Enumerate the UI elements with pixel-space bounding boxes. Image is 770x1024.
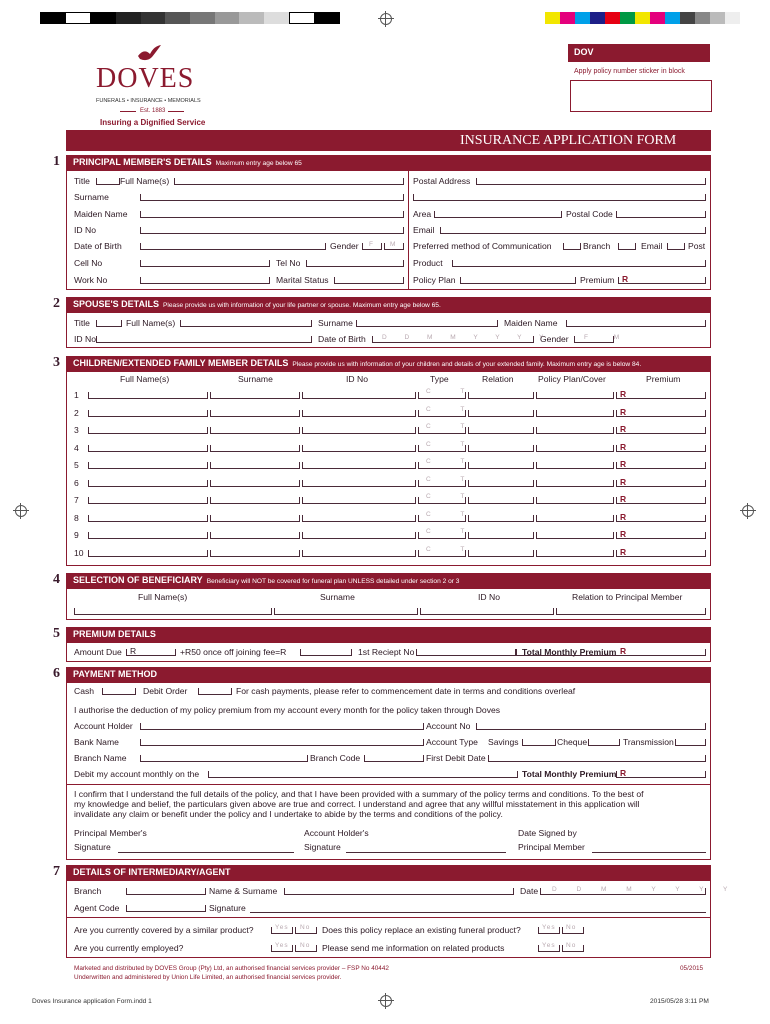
maiden-name-field[interactable]: [140, 211, 404, 218]
agent-code-field[interactable]: [126, 905, 206, 912]
dob-label: Date of Birth: [74, 241, 122, 251]
children-row-field[interactable]: [88, 532, 208, 539]
agent-signature-label: Signature: [209, 903, 246, 913]
children-row-field[interactable]: [88, 445, 208, 452]
children-row-field[interactable]: [536, 497, 614, 504]
children-row-field[interactable]: [88, 462, 208, 469]
cash-box[interactable]: [102, 688, 136, 695]
dov-label: DOV: [574, 47, 594, 57]
beneficiary-col-surname: Surname: [320, 592, 355, 602]
children-row-field[interactable]: [88, 427, 208, 434]
children-row-field[interactable]: [536, 480, 614, 487]
spouse-gender-label: Gender: [540, 334, 569, 344]
children-row-field[interactable]: [616, 445, 706, 452]
email-label: Email: [413, 225, 435, 235]
section-1-note: Maximum entry age below 65: [215, 160, 302, 167]
title-field[interactable]: [96, 178, 120, 185]
agent-date-label: Date: [520, 886, 539, 896]
beneficiary-col-names: Full Name(s): [138, 592, 188, 602]
spouse-title-label: Title: [74, 318, 90, 328]
children-row-field[interactable]: [210, 497, 300, 504]
pref-email-label: Email: [641, 241, 663, 251]
section-4-number: 4: [53, 572, 60, 587]
debit-total-field[interactable]: [616, 771, 706, 778]
registration-mark-bottom: [380, 995, 392, 1007]
q1-yes-hint: Yes: [275, 924, 289, 931]
spouse-maiden-label: Maiden Name: [504, 318, 558, 328]
beneficiary-col-id: ID No: [478, 592, 500, 602]
beneficiary-surname-field[interactable]: [274, 608, 418, 615]
policy-plan-label: Policy Plan: [413, 275, 456, 285]
product-field[interactable]: [452, 260, 706, 267]
principal-signature-line[interactable]: [118, 852, 294, 853]
children-row-number: 9: [74, 530, 79, 540]
children-row-field[interactable]: [88, 515, 208, 522]
tagline: Insuring a Dignified Service: [100, 118, 206, 127]
postal-address-field[interactable]: [476, 178, 706, 185]
account-holder-field[interactable]: [140, 723, 424, 730]
children-row-number: 10: [74, 547, 84, 558]
debit-order-box[interactable]: [198, 688, 232, 695]
children-row-number: 8: [74, 512, 79, 523]
children-col-header: Type: [430, 374, 449, 384]
brand-name: DOVES: [96, 63, 195, 94]
bank-name-field[interactable]: [140, 739, 424, 746]
children-row-field[interactable]: [616, 515, 706, 522]
premium-field[interactable]: [618, 277, 706, 284]
children-premium-currency: R: [620, 494, 627, 504]
dove-logo-icon: [136, 44, 162, 64]
gender-label: Gender: [330, 241, 359, 251]
section-2-title: SPOUSE'S DETAILS: [73, 299, 159, 309]
section-6-header: [66, 667, 711, 682]
children-row-field[interactable]: [88, 392, 208, 399]
footer-line-2: Underwritten and administered by Union Life Limited, an authorised financial services provider.: [74, 974, 342, 981]
children-premium-currency: R: [620, 529, 627, 539]
cheque-box[interactable]: [588, 739, 620, 746]
est-rule-right: [168, 111, 184, 112]
total-premium-label: Total Monthly Premium: [522, 647, 617, 657]
pref-email-box[interactable]: [618, 243, 636, 250]
children-type-hint: C T: [426, 440, 479, 448]
children-type-hint: C T: [426, 423, 479, 430]
amount-due-label: Amount Due: [74, 647, 122, 657]
children-premium-currency: R: [620, 389, 627, 399]
agent-name-field[interactable]: [284, 888, 514, 895]
policy-sticker-box[interactable]: [570, 80, 712, 112]
cell-no-field[interactable]: [140, 260, 270, 267]
section-3-number: 3: [53, 355, 60, 370]
authorise-text: I authorise the deduction of my policy premium from my account every month for the policy taken through Doves: [74, 705, 501, 715]
dob-field[interactable]: [140, 243, 326, 250]
section-3-header: [66, 356, 711, 371]
surname-label: Surname: [74, 192, 109, 202]
account-type-label: Account Type: [426, 737, 478, 747]
spouse-dob-label: Date of Birth: [318, 334, 366, 344]
savings-label: Savings: [488, 737, 519, 747]
pref-post-label: Post: [688, 241, 706, 251]
children-row-field[interactable]: [536, 392, 614, 399]
postal-code-label: Postal Code: [566, 209, 613, 219]
children-row-field[interactable]: [210, 550, 300, 557]
principal-sig-label-1: Principal Member's: [74, 828, 147, 838]
agent-branch-field[interactable]: [126, 888, 206, 895]
section-1-divider: [408, 171, 409, 289]
section-7-number: 7: [53, 864, 60, 879]
transmission-box[interactable]: [675, 739, 706, 746]
date-signed-line[interactable]: [592, 852, 706, 853]
marital-status-field[interactable]: [334, 277, 404, 284]
section-4-title: SELECTION OF BENEFICIARY: [73, 575, 203, 585]
cash-label: Cash: [74, 686, 95, 696]
total-premium-field[interactable]: [516, 649, 706, 656]
children-row-field[interactable]: [302, 497, 416, 504]
section-4-header: [66, 573, 711, 588]
children-row-field[interactable]: [210, 532, 300, 539]
est-rule-left: [120, 111, 136, 112]
debit-order-label: Debit Order: [143, 686, 188, 696]
spouse-surname-field[interactable]: [356, 320, 498, 327]
date-signed-label-2: Principal Member: [518, 842, 585, 852]
children-type-hint: C T: [426, 528, 479, 535]
transmission-label: Transmission: [623, 737, 674, 747]
debit-on-field[interactable]: [208, 771, 518, 778]
children-row-field[interactable]: [536, 427, 614, 434]
registration-mark-left: [15, 505, 27, 517]
full-names-field[interactable]: [174, 178, 404, 185]
q3-no-hint: No: [300, 942, 311, 949]
principal-sig-label-2: Signature: [74, 842, 111, 852]
children-col-header: Surname: [238, 374, 273, 384]
children-premium-currency: R: [620, 511, 627, 522]
est-label: Est. 1883: [140, 108, 166, 114]
children-row-field[interactable]: [536, 445, 614, 452]
children-row-field[interactable]: [210, 445, 300, 452]
pref-branch-box[interactable]: [563, 243, 581, 250]
children-row-field[interactable]: [302, 392, 416, 399]
q1-no-hint: No: [300, 924, 311, 931]
maiden-name-label: Maiden Name: [74, 209, 128, 219]
children-row-field[interactable]: [88, 497, 208, 504]
q4-no-hint: No: [566, 942, 577, 949]
children-type-hint: C T: [426, 475, 479, 483]
children-row-number: 3: [74, 425, 79, 435]
children-premium-currency: R: [620, 476, 627, 487]
children-type-hint: C T: [426, 388, 479, 395]
account-no-label: Account No: [426, 721, 471, 731]
confirm-text-3: invalidate any claim or benefit under the policy and I undertake to abide by the terms and conditions of the policy.: [74, 809, 503, 819]
children-row-field[interactable]: [536, 462, 614, 469]
children-row-field[interactable]: [302, 410, 416, 417]
full-names-label: Full Name(s): [120, 176, 170, 186]
premium-currency: R: [622, 274, 629, 284]
spouse-maiden-field[interactable]: [566, 320, 706, 327]
cheque-label: Cheque: [557, 737, 588, 747]
agent-code-label: Agent Code: [74, 903, 120, 913]
footer-form-code: 05/2015: [680, 965, 704, 972]
children-row-field[interactable]: [210, 462, 300, 469]
children-row-field[interactable]: [616, 427, 706, 434]
agent-branch-label: Branch: [74, 886, 102, 896]
debit-on-label: Debit my account monthly on the: [74, 769, 200, 779]
form-title: INSURANCE APPLICATION FORM: [460, 133, 677, 148]
savings-box[interactable]: [522, 739, 556, 746]
area-field[interactable]: [434, 211, 562, 218]
date-signed-label-1: Date Signed by: [518, 828, 577, 838]
children-row-number: 5: [74, 460, 79, 470]
section-1-title: PRINCIPAL MEMBER'S DETAILS: [73, 157, 212, 167]
children-row-number: 2: [74, 407, 79, 418]
color-bar: [545, 12, 740, 24]
spouse-surname-label: Surname: [318, 318, 353, 328]
children-premium-currency: R: [620, 424, 627, 434]
section-5-number: 5: [53, 626, 60, 641]
section-1-number: 1: [53, 154, 60, 169]
children-row-field[interactable]: [302, 462, 416, 469]
policy-plan-field[interactable]: [460, 277, 576, 284]
children-col-header: Relation: [482, 374, 514, 384]
agent-date-placeholder: D D M M Y Y Y Y: [552, 886, 737, 893]
branch-code-field[interactable]: [364, 755, 424, 762]
spouse-dob-placeholder: D D M M Y Y Y Y: [382, 334, 552, 341]
work-no-label: Work No: [74, 275, 108, 285]
children-premium-currency: R: [620, 546, 627, 557]
children-row-field[interactable]: [210, 515, 300, 522]
children-premium-currency: R: [620, 406, 627, 417]
children-row-field[interactable]: [302, 550, 416, 557]
children-type-hint: C T: [426, 405, 479, 413]
question-employed: Are you currently employed?: [74, 943, 184, 953]
children-type-hint: C T: [426, 545, 479, 553]
children-row-field[interactable]: [536, 550, 614, 557]
children-premium-currency: R: [620, 441, 627, 452]
q4-yes-hint: Yes: [542, 942, 556, 949]
children-row-field[interactable]: [88, 480, 208, 487]
confirm-divider: [66, 784, 711, 785]
children-row-field[interactable]: [210, 410, 300, 417]
children-row-field[interactable]: [536, 515, 614, 522]
children-row-field[interactable]: [88, 550, 208, 557]
tel-no-field[interactable]: [306, 260, 404, 267]
joining-fee-label: +R50 once off joining fee=R: [180, 647, 287, 657]
agent-divider: [66, 917, 711, 918]
section-2-header: [66, 297, 711, 312]
beneficiary-col-relation: Relation to Principal Member: [572, 592, 683, 602]
brand-subtitle: FUNERALS • INSURANCE • MEMORIALS: [96, 98, 201, 104]
children-row-field[interactable]: [616, 462, 706, 469]
gender-f-hint: F: [369, 241, 374, 248]
confirm-text-1: I confirm that I understand the full details of the policy, and that I have been provided with a summary of the policy terms and conditions. To the best of: [74, 789, 644, 799]
children-type-hint: C T: [426, 510, 479, 518]
children-row-field[interactable]: [616, 550, 706, 557]
section-1-header: [66, 155, 711, 170]
section-6-number: 6: [53, 666, 60, 681]
children-row-field[interactable]: [302, 445, 416, 452]
holder-signature-line[interactable]: [346, 852, 506, 853]
children-col-header: ID No: [346, 374, 368, 384]
children-row-field[interactable]: [302, 515, 416, 522]
cash-note: For cash payments, please refer to commencement date in terms and conditions overleaf: [236, 686, 576, 696]
branch-name-label: Branch Name: [74, 753, 127, 763]
amount-due-currency: R: [130, 646, 137, 656]
pref-post-box[interactable]: [667, 243, 685, 250]
account-no-field[interactable]: [476, 723, 706, 730]
confirm-text-2: my knowledge and belief, the particulars given above are true and correct. I understand and agree that any willful misstatement in this application will: [74, 799, 640, 809]
section-3-note: Please provide us with information of your children and details of your extended family. Maximum entry age is below 84.: [292, 361, 642, 368]
section-5-header: [66, 627, 711, 642]
children-row-field[interactable]: [210, 480, 300, 487]
spouse-id-label: ID No: [74, 334, 96, 344]
agent-name-label: Name & Surname: [209, 886, 278, 896]
question-send-info: Please send me information on related products: [322, 943, 505, 953]
marital-status-label: Marital Status: [276, 275, 329, 285]
children-row-number: 6: [74, 477, 79, 488]
children-row-field[interactable]: [616, 480, 706, 487]
children-col-header: Policy Plan/Cover: [538, 374, 606, 384]
children-col-header: Premium: [646, 374, 681, 384]
pref-comm-label: Preferred method of Communication: [413, 241, 552, 251]
spouse-full-names-field[interactable]: [180, 320, 312, 327]
amount-due-field[interactable]: [126, 649, 176, 656]
total-premium-currency: R: [620, 646, 627, 656]
children-row-field[interactable]: [302, 427, 416, 434]
beneficiary-names-field[interactable]: [74, 608, 272, 615]
receipt-no-field[interactable]: [416, 649, 516, 656]
question-similar-product: Are you currently covered by a similar product?: [74, 925, 254, 935]
spouse-id-field[interactable]: [96, 336, 312, 343]
postal-address-field-2[interactable]: [413, 194, 706, 201]
children-row-number: 1: [74, 390, 79, 400]
first-debit-field[interactable]: [488, 755, 706, 762]
footer-line-1: Marketed and distributed by DOVES Group (Pty) Ltd, an authorised financial services provider – FSP No 40442: [74, 965, 389, 972]
cell-no-label: Cell No: [74, 258, 103, 268]
children-row-field[interactable]: [302, 480, 416, 487]
branch-name-field[interactable]: [140, 755, 308, 762]
agent-signature-line[interactable]: [250, 912, 706, 913]
children-row-number: 7: [74, 495, 79, 505]
beneficiary-relation-field[interactable]: [556, 608, 706, 615]
receipt-no-label: 1st Reciept No: [358, 647, 415, 657]
children-row-field[interactable]: [536, 532, 614, 539]
children-row-field[interactable]: [302, 532, 416, 539]
first-debit-label: First Debit Date: [426, 753, 486, 763]
holder-sig-label-1: Account Holder's: [304, 828, 369, 838]
spouse-full-names-label: Full Name(s): [126, 318, 176, 328]
account-holder-label: Account Holder: [74, 721, 133, 731]
section-2-note: Please provide us with information of your life partner or spouse. Maximum entry age below 65.: [163, 302, 441, 309]
footer-timestamp: 2015/05/28 3:11 PM: [650, 998, 709, 1005]
registration-mark-top: [380, 13, 392, 25]
sticker-note: Apply policy number sticker in block: [574, 68, 685, 75]
id-no-field[interactable]: [140, 227, 404, 234]
holder-sig-label-2: Signature: [304, 842, 341, 852]
children-row-field[interactable]: [616, 532, 706, 539]
children-row-number: 4: [74, 442, 79, 453]
children-row-field[interactable]: [616, 497, 706, 504]
tel-no-label: Tel No: [276, 258, 301, 268]
children-row-field[interactable]: [210, 392, 300, 399]
beneficiary-id-field[interactable]: [420, 608, 554, 615]
children-row-field[interactable]: [616, 392, 706, 399]
section-7-header: [66, 865, 711, 880]
work-no-field[interactable]: [140, 277, 270, 284]
premium-label: Premium: [580, 275, 615, 285]
joining-fee-field[interactable]: [300, 649, 352, 656]
children-row-field[interactable]: [210, 427, 300, 434]
section-2-number: 2: [53, 296, 60, 311]
pref-branch-label: Branch: [583, 241, 611, 251]
question-replace-product: Does this policy replace an existing funeral product?: [322, 925, 521, 935]
children-type-hint: C T: [426, 493, 479, 500]
section-7-title: DETAILS OF INTERMEDIARY/AGENT: [73, 867, 231, 877]
children-row-field[interactable]: [536, 410, 614, 417]
children-row-field[interactable]: [88, 410, 208, 417]
registration-mark-right: [742, 505, 754, 517]
branch-code-label: Branch Code: [310, 753, 361, 763]
title-label: Title: [74, 176, 90, 186]
q2-no-hint: No: [566, 924, 577, 931]
postal-address-label: Postal Address: [413, 176, 471, 186]
debit-total-label: Total Monthly Premium: [522, 769, 617, 779]
section-3-title: CHILDREN/EXTENDED FAMILY MEMBER DETAILS: [73, 358, 289, 368]
spouse-gender-hint: F M: [584, 334, 632, 341]
section-5-title: PREMIUM DETAILS: [73, 629, 156, 639]
children-type-hint: C T: [426, 458, 479, 465]
children-row-field[interactable]: [616, 410, 706, 417]
product-label: Product: [413, 258, 443, 268]
debit-total-currency: R: [620, 768, 627, 778]
surname-field[interactable]: [140, 194, 404, 201]
children-col-header: Full Name(s): [120, 374, 170, 384]
postal-code-field[interactable]: [616, 211, 706, 218]
gender-m-hint: M: [390, 241, 397, 248]
id-no-label: ID No: [74, 225, 96, 235]
footer-file-name: Doves Insurance application Form.indd 1: [32, 998, 152, 1005]
children-premium-currency: R: [620, 459, 627, 469]
email-field[interactable]: [440, 227, 706, 234]
q3-yes-hint: Yes: [275, 942, 289, 949]
section-4-note: Beneficiary will NOT be covered for funeral plan UNLESS detailed under section 2 or 3: [206, 578, 460, 585]
grayscale-strip: [40, 12, 340, 24]
area-label: Area: [413, 209, 432, 219]
section-6-title: PAYMENT METHOD: [73, 669, 158, 679]
spouse-title-field[interactable]: [96, 320, 122, 327]
q2-yes-hint: Yes: [542, 924, 556, 931]
bank-name-label: Bank Name: [74, 737, 119, 747]
